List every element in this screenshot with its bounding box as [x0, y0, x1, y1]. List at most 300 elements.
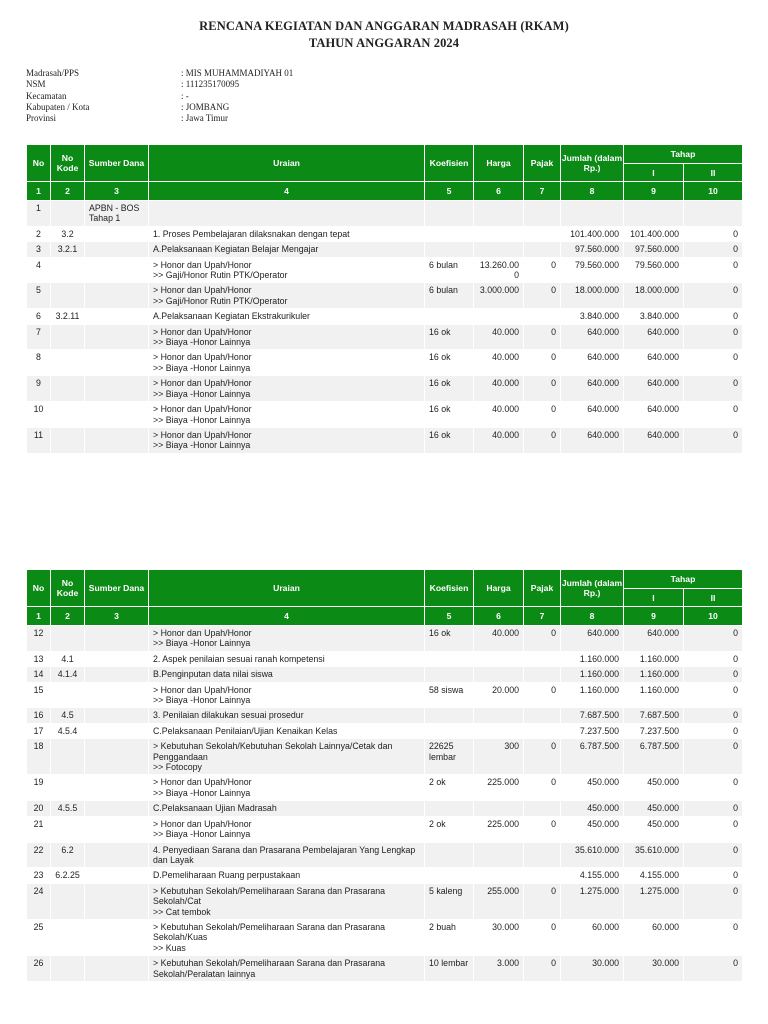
cell-no-kode	[51, 283, 85, 309]
table-row	[27, 775, 743, 801]
cell-sumber-dana	[85, 682, 149, 708]
cell-no: 12	[27, 626, 51, 652]
cell-harga	[474, 242, 524, 257]
table-row	[27, 723, 743, 738]
table-row	[27, 324, 743, 350]
cell-no-kode: 4.1.4	[51, 667, 85, 682]
cell-harga: 40.000	[474, 402, 524, 428]
cell-koefisien	[425, 801, 474, 816]
header-index: 9	[624, 182, 684, 201]
cell-tahap-2: 0	[684, 956, 743, 982]
cell-tahap-2: 0	[684, 816, 743, 842]
cell-jumlah: 35.610.000	[561, 842, 624, 868]
header-no: No	[27, 570, 51, 607]
header-index: 7	[524, 182, 561, 201]
cell-sumber-dana	[85, 226, 149, 241]
cell-sumber-dana	[85, 919, 149, 955]
cell-harga	[474, 868, 524, 883]
cell-tahap-2: 0	[684, 651, 743, 666]
cell-uraian: > Honor dan Upah/Honor >> Biaya -Honor Lainnya	[149, 427, 425, 453]
table-row	[27, 427, 743, 453]
cell-harga: 40.000	[474, 324, 524, 350]
header-index: 3	[85, 182, 149, 201]
cell-no: 25	[27, 919, 51, 955]
cell-pajak	[524, 801, 561, 816]
info-label: Kabupaten / Kota	[26, 101, 90, 112]
document-subtitle: TAHUN ANGGARAN 2024	[308, 36, 460, 50]
cell-no-kode: 3.2	[51, 226, 85, 241]
cell-no: 8	[27, 350, 51, 376]
cell-sumber-dana	[85, 427, 149, 453]
header-index: 7	[524, 607, 561, 626]
header-pajak: Pajak	[524, 570, 561, 607]
cell-no: 24	[27, 883, 51, 919]
cell-no: 16	[27, 708, 51, 723]
cell-sumber-dana	[85, 626, 149, 652]
cell-jumlah: 3.840.000	[561, 309, 624, 324]
cell-harga: 30.000	[474, 919, 524, 955]
cell-pajak: 0	[524, 775, 561, 801]
cell-tahap-2: 0	[684, 242, 743, 257]
cell-koefisien	[425, 723, 474, 738]
cell-koefisien: 16 ok	[425, 427, 474, 453]
cell-harga: 40.000	[474, 376, 524, 402]
cell-sumber-dana	[85, 868, 149, 883]
cell-koefisien: 2 buah	[425, 919, 474, 955]
table-row	[27, 651, 743, 666]
info-row-provinsi	[26, 113, 426, 124]
cell-tahap-2: 0	[684, 626, 743, 652]
header-index: 10	[684, 182, 743, 201]
cell-no: 19	[27, 775, 51, 801]
cell-no-kode	[51, 626, 85, 652]
table-row	[27, 309, 743, 324]
cell-no-kode: 4.5.5	[51, 801, 85, 816]
info-value: : JOMBANG	[181, 101, 230, 112]
table-row	[27, 883, 743, 919]
header-no-kode: No Kode	[51, 145, 85, 182]
cell-sumber-dana	[85, 956, 149, 982]
cell-no-kode	[51, 883, 85, 919]
budget-table-page-1	[26, 144, 743, 454]
cell-uraian: > Honor dan Upah/Honor >> Biaya -Honor Lainnya	[149, 816, 425, 842]
cell-sumber-dana	[85, 651, 149, 666]
cell-no-kode	[51, 402, 85, 428]
cell-tahap-1: 30.000	[624, 956, 684, 982]
cell-jumlah: 640.000	[561, 427, 624, 453]
header-index: 1	[27, 607, 51, 626]
cell-sumber-dana	[85, 257, 149, 283]
cell-no: 26	[27, 956, 51, 982]
table-row	[27, 842, 743, 868]
cell-harga: 225.000	[474, 816, 524, 842]
header-index: 6	[474, 182, 524, 201]
cell-no-kode: 6.2	[51, 842, 85, 868]
cell-no-kode: 4.1	[51, 651, 85, 666]
cell-pajak: 0	[524, 257, 561, 283]
table-row	[27, 667, 743, 682]
cell-no: 3	[27, 242, 51, 257]
table-row	[27, 376, 743, 402]
table-row	[27, 350, 743, 376]
cell-no: 2	[27, 226, 51, 241]
info-row-kabupaten	[26, 102, 426, 113]
cell-sumber-dana	[85, 324, 149, 350]
cell-pajak	[524, 667, 561, 682]
cell-koefisien: 58 siswa	[425, 682, 474, 708]
table-row	[27, 242, 743, 257]
cell-tahap-1: 6.787.500	[624, 739, 684, 775]
cell-jumlah: 450.000	[561, 775, 624, 801]
cell-tahap-1: 18.000.000	[624, 283, 684, 309]
header-index: 2	[51, 182, 85, 201]
table-row	[27, 682, 743, 708]
cell-tahap-1: 450.000	[624, 775, 684, 801]
cell-harga: 20.000	[474, 682, 524, 708]
cell-no-kode	[51, 376, 85, 402]
cell-tahap-1: 640.000	[624, 350, 684, 376]
table-row	[27, 257, 743, 283]
cell-harga	[474, 801, 524, 816]
cell-jumlah: 450.000	[561, 816, 624, 842]
cell-no: 7	[27, 324, 51, 350]
cell-pajak	[524, 242, 561, 257]
cell-jumlah: 640.000	[561, 626, 624, 652]
header-index: 1	[27, 182, 51, 201]
document-title: RENCANA KEGIATAN DAN ANGGARAN MADRASAH (RKAM)	[199, 19, 569, 33]
cell-tahap-2: 0	[684, 324, 743, 350]
cell-jumlah: 450.000	[561, 801, 624, 816]
cell-tahap-1: 7.687.500	[624, 708, 684, 723]
cell-jumlah: 7.687.500	[561, 708, 624, 723]
cell-tahap-1: 1.160.000	[624, 667, 684, 682]
cell-tahap-2: 0	[684, 919, 743, 955]
cell-uraian: A.Pelaksanaan Kegiatan Ekstrakurikuler	[149, 309, 425, 324]
budget-table-page-2	[26, 569, 743, 982]
cell-koefisien: 22625 lembar	[425, 739, 474, 775]
cell-harga	[474, 201, 524, 227]
cell-harga: 300	[474, 739, 524, 775]
cell-sumber-dana	[85, 775, 149, 801]
cell-uraian	[149, 201, 425, 227]
cell-sumber-dana	[85, 283, 149, 309]
cell-sumber-dana	[85, 242, 149, 257]
cell-sumber-dana: APBN - BOS Tahap 1	[85, 201, 149, 227]
cell-no: 13	[27, 651, 51, 666]
info-value: : 111235170095	[181, 79, 240, 90]
cell-pajak: 0	[524, 283, 561, 309]
cell-sumber-dana	[85, 309, 149, 324]
cell-pajak: 0	[524, 682, 561, 708]
cell-no-kode	[51, 201, 85, 227]
cell-harga: 3.000	[474, 956, 524, 982]
cell-tahap-1: 640.000	[624, 402, 684, 428]
table-row	[27, 283, 743, 309]
cell-tahap-1: 3.840.000	[624, 309, 684, 324]
header-jumlah: Jumlah (dalam Rp.)	[561, 145, 624, 182]
cell-sumber-dana	[85, 883, 149, 919]
cell-koefisien: 16 ok	[425, 324, 474, 350]
cell-koefisien	[425, 226, 474, 241]
header-index: 3	[85, 607, 149, 626]
header-uraian: Uraian	[149, 145, 425, 182]
cell-tahap-1: 97.560.000	[624, 242, 684, 257]
info-value: : Jawa Timur	[181, 113, 229, 124]
cell-koefisien	[425, 667, 474, 682]
cell-tahap-2: 0	[684, 682, 743, 708]
table-row	[27, 402, 743, 428]
cell-koefisien	[425, 651, 474, 666]
cell-no: 15	[27, 682, 51, 708]
cell-pajak: 0	[524, 427, 561, 453]
cell-no-kode	[51, 324, 85, 350]
cell-no-kode	[51, 739, 85, 775]
cell-harga	[474, 842, 524, 868]
cell-no: 6	[27, 309, 51, 324]
cell-no: 14	[27, 667, 51, 682]
cell-koefisien: 16 ok	[425, 376, 474, 402]
cell-uraian: C.Pelaksanaan Ujian Madrasah	[149, 801, 425, 816]
cell-uraian: 4. Penyediaan Sarana dan Prasarana Pembelajaran Yang Lengkap dan Layak	[149, 842, 425, 868]
header-index: 6	[474, 607, 524, 626]
cell-uraian: > Honor dan Upah/Honor >> Biaya -Honor Lainnya	[149, 626, 425, 652]
cell-tahap-1	[624, 201, 684, 227]
header-pajak: Pajak	[524, 145, 561, 182]
cell-no-kode: 3.2.11	[51, 309, 85, 324]
cell-pajak: 0	[524, 956, 561, 982]
cell-uraian: 2. Aspek penilaian sesuai ranah kompetensi	[149, 651, 425, 666]
cell-harga	[474, 309, 524, 324]
cell-uraian: > Honor dan Upah/Honor >> Biaya -Honor Lainnya	[149, 402, 425, 428]
cell-koefisien: 2 ok	[425, 775, 474, 801]
cell-harga	[474, 723, 524, 738]
cell-tahap-2: 0	[684, 801, 743, 816]
info-label: Kecamatan	[26, 90, 67, 101]
cell-harga: 13.260.000	[474, 257, 524, 283]
cell-sumber-dana	[85, 350, 149, 376]
header-index: 4	[149, 607, 425, 626]
cell-pajak	[524, 842, 561, 868]
cell-jumlah: 1.160.000	[561, 651, 624, 666]
cell-koefisien: 5 kaleng	[425, 883, 474, 919]
cell-uraian: C.Pelaksanaan Penilaian/Ujian Kenaikan Kelas	[149, 723, 425, 738]
header-index: 9	[624, 607, 684, 626]
cell-jumlah: 60.000	[561, 919, 624, 955]
cell-sumber-dana	[85, 667, 149, 682]
cell-harga: 3.000.000	[474, 283, 524, 309]
cell-no-kode	[51, 257, 85, 283]
header-koefisien: Koefisien	[425, 570, 474, 607]
info-value: : MIS MUHAMMADIYAH 01	[181, 68, 294, 78]
cell-no: 18	[27, 739, 51, 775]
cell-jumlah: 97.560.000	[561, 242, 624, 257]
cell-koefisien	[425, 842, 474, 868]
info-row-kecamatan	[26, 91, 426, 102]
cell-jumlah: 640.000	[561, 376, 624, 402]
cell-tahap-2: 0	[684, 402, 743, 428]
cell-koefisien: 6 bulan	[425, 283, 474, 309]
cell-tahap-1: 1.275.000	[624, 883, 684, 919]
cell-koefisien: 16 ok	[425, 402, 474, 428]
header-koefisien: Koefisien	[425, 145, 474, 182]
cell-no-kode: 4.5	[51, 708, 85, 723]
cell-jumlah: 6.787.500	[561, 739, 624, 775]
header-tahap: Tahap	[624, 145, 743, 164]
info-value: : -	[181, 90, 189, 101]
cell-koefisien	[425, 708, 474, 723]
cell-uraian: B.Penginputan data nilai siswa	[149, 667, 425, 682]
header-index: 5	[425, 182, 474, 201]
cell-harga	[474, 667, 524, 682]
cell-jumlah: 640.000	[561, 324, 624, 350]
cell-koefisien	[425, 868, 474, 883]
table-row	[27, 226, 743, 241]
cell-no: 10	[27, 402, 51, 428]
cell-koefisien: 10 lembar	[425, 956, 474, 982]
cell-pajak	[524, 226, 561, 241]
cell-tahap-2: 0	[684, 226, 743, 241]
cell-tahap-1: 1.160.000	[624, 651, 684, 666]
cell-uraian: > Honor dan Upah/Honor >> Gaji/Honor Rutin PTK/Operator	[149, 283, 425, 309]
header-index: 10	[684, 607, 743, 626]
cell-tahap-2: 0	[684, 667, 743, 682]
cell-jumlah: 101.400.000	[561, 226, 624, 241]
cell-tahap-2: 0	[684, 350, 743, 376]
cell-sumber-dana	[85, 801, 149, 816]
cell-harga: 255.000	[474, 883, 524, 919]
cell-no-kode	[51, 427, 85, 453]
cell-jumlah: 79.560.000	[561, 257, 624, 283]
cell-sumber-dana	[85, 723, 149, 738]
cell-uraian: > Honor dan Upah/Honor >> Biaya -Honor Lainnya	[149, 324, 425, 350]
header-index: 5	[425, 607, 474, 626]
cell-jumlah: 30.000	[561, 956, 624, 982]
cell-jumlah: 1.160.000	[561, 682, 624, 708]
cell-sumber-dana	[85, 842, 149, 868]
cell-koefisien	[425, 242, 474, 257]
cell-uraian: > Kebutuhan Sekolah/Pemeliharaan Sarana dan Prasarana Sekolah/Cat >> Cat tembok	[149, 883, 425, 919]
cell-tahap-2: 0	[684, 723, 743, 738]
cell-tahap-2: 0	[684, 708, 743, 723]
cell-koefisien: 2 ok	[425, 816, 474, 842]
cell-uraian: > Kebutuhan Sekolah/Kebutuhan Sekolah Lainnya/Cetak dan Penggandaan >> Fotocopy	[149, 739, 425, 775]
cell-pajak: 0	[524, 919, 561, 955]
cell-jumlah: 1.275.000	[561, 883, 624, 919]
info-row-madrasah	[26, 68, 426, 79]
cell-jumlah	[561, 201, 624, 227]
cell-uraian: > Honor dan Upah/Honor >> Gaji/Honor Rutin PTK/Operator	[149, 257, 425, 283]
cell-harga	[474, 651, 524, 666]
cell-uraian: > Kebutuhan Sekolah/Pemeliharaan Sarana dan Prasarana Sekolah/Kuas >> Kuas	[149, 919, 425, 955]
cell-tahap-1: 60.000	[624, 919, 684, 955]
header-index: 4	[149, 182, 425, 201]
cell-no-kode	[51, 350, 85, 376]
header-no: No	[27, 145, 51, 182]
header-no-kode: No Kode	[51, 570, 85, 607]
cell-pajak	[524, 723, 561, 738]
cell-tahap-2: 0	[684, 868, 743, 883]
cell-no: 5	[27, 283, 51, 309]
cell-koefisien	[425, 309, 474, 324]
cell-jumlah: 4.155.000	[561, 868, 624, 883]
cell-pajak: 0	[524, 739, 561, 775]
cell-pajak: 0	[524, 626, 561, 652]
cell-tahap-2: 0	[684, 283, 743, 309]
cell-koefisien: 16 ok	[425, 626, 474, 652]
cell-no: 23	[27, 868, 51, 883]
cell-tahap-2: 0	[684, 376, 743, 402]
cell-tahap-2: 0	[684, 883, 743, 919]
header-tahap: Tahap	[624, 570, 743, 589]
info-label: NSM	[26, 79, 46, 90]
cell-no-kode	[51, 816, 85, 842]
cell-pajak: 0	[524, 324, 561, 350]
cell-sumber-dana	[85, 816, 149, 842]
cell-pajak: 0	[524, 350, 561, 376]
cell-harga: 40.000	[474, 626, 524, 652]
table-row	[27, 919, 743, 955]
cell-harga	[474, 226, 524, 241]
cell-no: 1	[27, 201, 51, 227]
cell-tahap-1: 4.155.000	[624, 868, 684, 883]
table-row	[27, 816, 743, 842]
cell-harga: 40.000	[474, 427, 524, 453]
cell-uraian: > Honor dan Upah/Honor >> Biaya -Honor Lainnya	[149, 682, 425, 708]
cell-tahap-2: 0	[684, 309, 743, 324]
info-row-nsm	[26, 79, 426, 90]
cell-no-kode	[51, 919, 85, 955]
header-harga: Harga	[474, 570, 524, 607]
header-tahap-1: I	[624, 589, 684, 607]
cell-jumlah: 7.237.500	[561, 723, 624, 738]
cell-tahap-1: 7.237.500	[624, 723, 684, 738]
table-row	[27, 201, 743, 227]
cell-no: 9	[27, 376, 51, 402]
cell-tahap-2: 0	[684, 427, 743, 453]
header-index: 8	[561, 182, 624, 201]
cell-no: 21	[27, 816, 51, 842]
cell-jumlah: 640.000	[561, 350, 624, 376]
cell-tahap-1: 450.000	[624, 816, 684, 842]
cell-pajak	[524, 708, 561, 723]
cell-koefisien: 16 ok	[425, 350, 474, 376]
cell-uraian: A.Pelaksanaan Kegiatan Belajar Mengajar	[149, 242, 425, 257]
cell-no-kode: 4.5.4	[51, 723, 85, 738]
cell-no: 4	[27, 257, 51, 283]
cell-sumber-dana	[85, 376, 149, 402]
cell-tahap-1: 640.000	[624, 626, 684, 652]
table-row	[27, 626, 743, 652]
cell-sumber-dana	[85, 708, 149, 723]
cell-no-kode	[51, 956, 85, 982]
cell-tahap-2: 0	[684, 775, 743, 801]
info-label: Madrasah/PPS	[26, 68, 80, 78]
cell-tahap-1: 79.560.000	[624, 257, 684, 283]
cell-harga: 40.000	[474, 350, 524, 376]
table-row	[27, 739, 743, 775]
header-index: 8	[561, 607, 624, 626]
cell-sumber-dana	[85, 739, 149, 775]
cell-pajak: 0	[524, 376, 561, 402]
cell-no: 20	[27, 801, 51, 816]
header-tahap-2: II	[684, 589, 743, 607]
cell-pajak: 0	[524, 816, 561, 842]
cell-tahap-1: 101.400.000	[624, 226, 684, 241]
cell-no: 11	[27, 427, 51, 453]
cell-tahap-1: 1.160.000	[624, 682, 684, 708]
header-tahap-1: I	[624, 164, 684, 182]
header-index: 2	[51, 607, 85, 626]
